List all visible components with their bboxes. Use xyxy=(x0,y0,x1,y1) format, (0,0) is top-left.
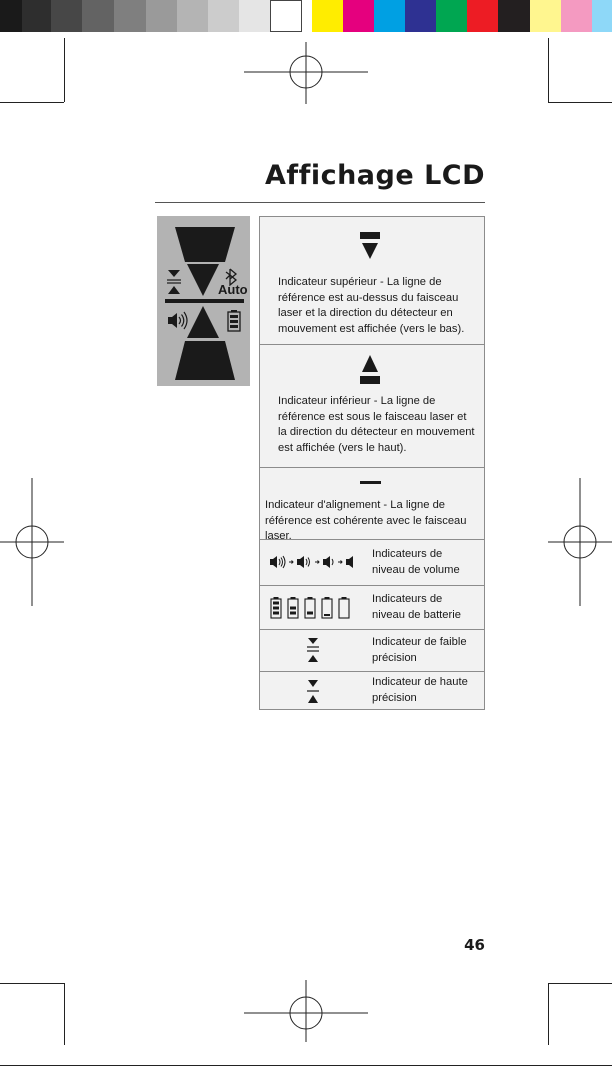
swatch xyxy=(0,0,22,32)
alignment-line-icon xyxy=(360,481,381,484)
swatch xyxy=(343,0,374,32)
table-row xyxy=(260,630,484,672)
battery-levels-icon xyxy=(270,597,352,619)
low-precision-icon xyxy=(306,638,320,664)
swatch xyxy=(270,0,302,32)
swatch xyxy=(405,0,436,32)
swatch xyxy=(374,0,405,32)
indicator-description: Indicateurs de niveau de volume xyxy=(372,548,460,576)
swatch xyxy=(146,0,177,32)
color-calibration-bar xyxy=(0,0,612,32)
high-precision-icon xyxy=(306,680,320,704)
table-row xyxy=(260,345,484,468)
indicator-table xyxy=(259,216,485,710)
indicator-description: Indicateur d'alignement - La ligne de référence est cohérente avec le faisceau laser. xyxy=(265,499,467,543)
title-divider xyxy=(155,202,485,203)
swatch xyxy=(82,0,114,32)
registration-mark-icon xyxy=(244,980,368,1042)
table-row xyxy=(260,468,484,543)
swatch xyxy=(498,0,530,32)
lcd-graphic xyxy=(157,216,250,386)
swatch xyxy=(208,0,239,32)
table-row xyxy=(260,217,484,345)
swatch xyxy=(467,0,498,32)
swatch xyxy=(312,0,343,32)
table-row xyxy=(260,672,484,710)
swatch xyxy=(530,0,561,32)
indicator-description: Indicateur inférieur - La ligne de référence est sous le faisceau laser et la direction du détecteur en mouvement est affichée (vers le haut). xyxy=(278,395,475,455)
swatch xyxy=(114,0,146,32)
swatch xyxy=(561,0,592,32)
down-arrow-icon xyxy=(360,232,380,260)
registration-mark-icon xyxy=(244,42,368,104)
indicator-description: Indicateur de haute précision xyxy=(372,676,468,704)
swatch xyxy=(177,0,208,32)
swatch xyxy=(239,0,270,32)
table-row xyxy=(260,586,484,630)
page-number: 46 xyxy=(464,936,485,954)
indicator-description: Indicateur supérieur - La ligne de référence est au-dessus du faisceau laser et la direction du détecteur en mouvement est affichée (vers le bas). xyxy=(278,276,465,336)
up-arrow-icon xyxy=(360,355,380,385)
table-row xyxy=(260,540,484,586)
lcd-display xyxy=(157,216,250,386)
auto-label: Auto xyxy=(218,282,248,297)
swatch xyxy=(22,0,51,32)
swatch xyxy=(51,0,82,32)
swatch xyxy=(592,0,612,32)
registration-mark-icon xyxy=(548,478,612,606)
swatch xyxy=(436,0,467,32)
indicator-description: Indicateur de faible précision xyxy=(372,636,467,664)
volume-levels-icon xyxy=(270,554,362,570)
page-title: Affichage LCD xyxy=(264,160,485,191)
indicator-description: Indicateurs de niveau de batterie xyxy=(372,593,461,621)
registration-mark-icon xyxy=(0,478,64,606)
